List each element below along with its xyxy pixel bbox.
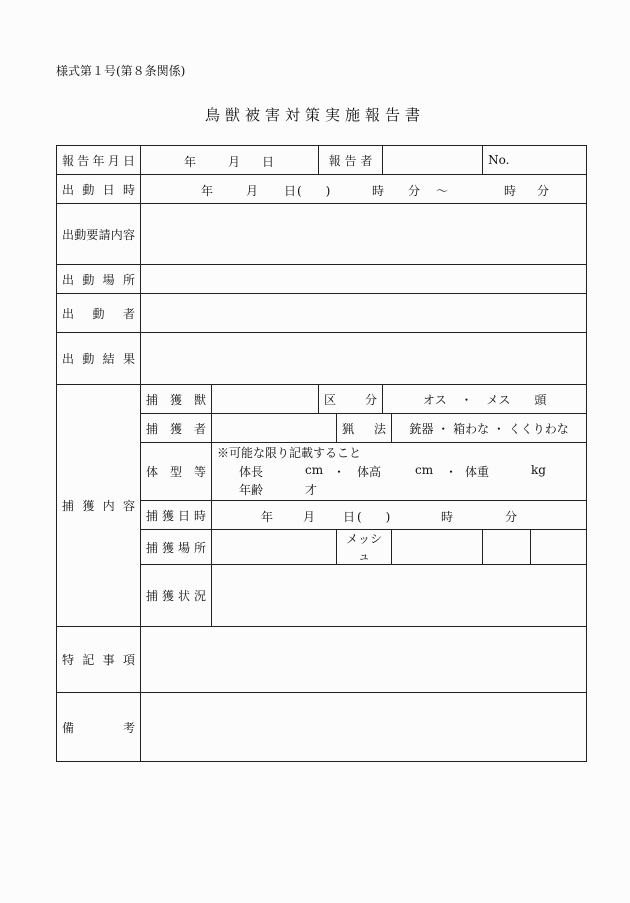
classification-label: 区分 — [319, 385, 383, 414]
age-unit: 才 — [305, 483, 318, 497]
mesh-cell-3[interactable] — [531, 530, 587, 565]
dispatch-minute-end: 分 — [537, 184, 550, 198]
dispatch-datetime-field[interactable] — [141, 175, 587, 204]
special-notes-row — [57, 627, 587, 693]
dispatcher-row — [57, 294, 587, 333]
report-form-table — [56, 145, 587, 762]
dispatch-tilde: ～ — [436, 184, 449, 198]
remarks-row — [57, 693, 587, 762]
special-notes-field[interactable] — [141, 627, 587, 693]
capture-weekday: ( ) — [357, 510, 391, 524]
dispatch-day: 日 — [284, 184, 297, 198]
body-length-label: 体長 — [239, 465, 264, 479]
measurement-note: ※可能な限り記載すること — [217, 446, 362, 460]
capture-animal-label: 捕獲獣 — [141, 385, 212, 414]
dispatch-month: 月 — [246, 184, 259, 198]
dispatch-year: 年 — [201, 184, 214, 198]
dispatch-weekday: ( ) — [297, 184, 331, 198]
dispatch-result-label: 出動結果 — [57, 333, 141, 385]
capture-status-label: 捕獲状況 — [141, 565, 212, 627]
body-height-label: 体高 — [357, 465, 382, 479]
report-date-field[interactable] — [141, 146, 319, 175]
body-height-unit: cm — [415, 463, 434, 477]
dispatch-minute-start: 分 — [408, 184, 421, 198]
dispatch-result-field[interactable] — [141, 333, 587, 385]
dispatcher-label: 出動者 — [57, 294, 141, 333]
dispatch-hour-end: 時 — [504, 184, 517, 198]
mesh-label: メッシュ — [337, 530, 392, 565]
report-date-year: 年 — [184, 155, 197, 169]
body-length-unit: cm — [305, 463, 324, 477]
capture-minute: 分 — [505, 510, 518, 524]
capture-date-field[interactable] — [212, 501, 587, 530]
number-field[interactable] — [483, 146, 587, 175]
form-reference: 様式第１号(第８条関係) — [56, 64, 186, 78]
report-date-row — [57, 146, 587, 175]
dispatch-datetime-row — [57, 175, 587, 204]
body-weight-label: 体重 — [465, 465, 490, 479]
reporter-label: 報 告 者 — [319, 146, 383, 175]
capturer-field[interactable] — [212, 414, 337, 443]
classification-value[interactable]: オス ・ メス 頭 — [383, 385, 587, 414]
age-label: 年齢 — [239, 483, 264, 497]
remarks-label: 備考 — [57, 693, 141, 762]
mesh-cell-1[interactable] — [392, 530, 483, 565]
dispatch-location-row — [57, 265, 587, 294]
body-type-label: 体型等 — [141, 443, 212, 501]
capturer-label: 捕獲者 — [141, 414, 212, 443]
capture-year: 年 — [261, 510, 274, 524]
reporter-field[interactable] — [383, 146, 483, 175]
report-date-month: 月 — [228, 155, 241, 169]
document-title: 鳥獣被害対策実施報告書 — [204, 106, 425, 124]
capture-content-label: 捕獲内容 — [57, 385, 141, 627]
capture-date-label: 捕獲日時 — [141, 501, 212, 530]
capture-day: 日 — [343, 510, 356, 524]
capture-status-field[interactable] — [212, 565, 587, 627]
dispatch-location-label: 出動場所 — [57, 265, 141, 294]
body-weight-unit: kg — [531, 463, 546, 477]
dispatcher-field[interactable] — [141, 294, 587, 333]
capture-animal-row — [57, 385, 587, 414]
dispatch-location-field[interactable] — [141, 265, 587, 294]
capture-hour: 時 — [441, 510, 454, 524]
capture-animal-field[interactable] — [212, 385, 319, 414]
capture-month: 月 — [303, 510, 316, 524]
separator-2: ・ — [445, 465, 458, 479]
number-label: No. — [488, 153, 510, 167]
body-measurements-field[interactable] — [212, 443, 587, 501]
report-date-label: 報告年月日 — [57, 146, 141, 175]
dispatch-result-row — [57, 333, 587, 385]
report-date-day: 日 — [262, 155, 275, 169]
dispatch-request-field[interactable] — [141, 204, 587, 265]
dispatch-request-row — [57, 204, 587, 265]
dispatch-hour-start: 時 — [372, 184, 385, 198]
dispatch-request-label: 出動要請内容 — [57, 204, 141, 265]
mesh-cell-2[interactable] — [483, 530, 531, 565]
dispatch-datetime-label: 出動日時 — [57, 175, 141, 204]
remarks-field[interactable] — [141, 693, 587, 762]
hunting-method-value[interactable]: 銃器 ・ 箱わな ・ くくりわな — [392, 414, 587, 443]
special-notes-label: 特記事項 — [57, 627, 141, 693]
capture-place-label: 捕獲場所 — [141, 530, 212, 565]
capture-place-field[interactable] — [212, 530, 337, 565]
hunting-method-label: 猟法 — [337, 414, 392, 443]
separator-1: ・ — [333, 465, 346, 479]
